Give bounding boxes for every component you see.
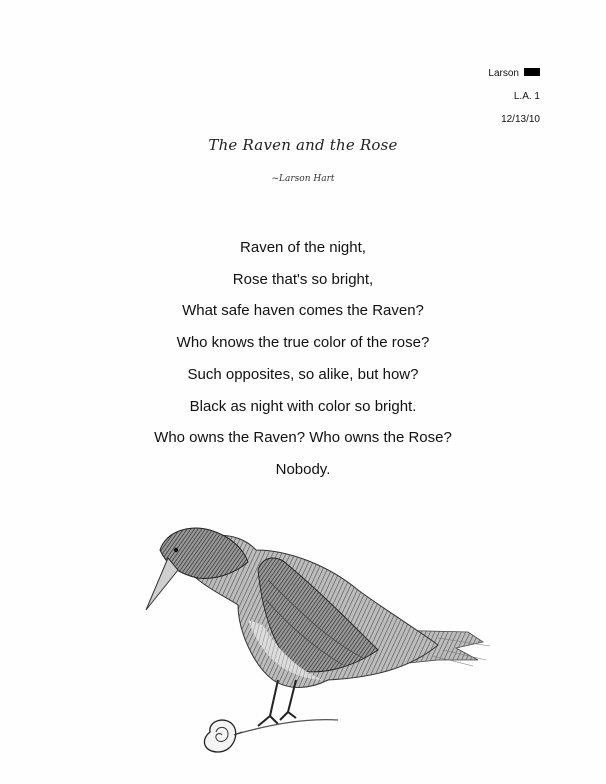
student-header bbox=[488, 62, 540, 131]
poem-line: Rose that's so bright, bbox=[232, 270, 374, 288]
poem-line: Who knows the true color of the rose? bbox=[176, 334, 430, 352]
poem-line: Black as night with color so bright. bbox=[189, 397, 417, 415]
student-name: Larson bbox=[488, 68, 519, 79]
course-label: L.A. 1 bbox=[513, 91, 540, 102]
poem-line: Who owns the Raven? Who owns the Rose? bbox=[154, 429, 452, 447]
date-label: 12/13/10 bbox=[501, 114, 540, 125]
poem-line: Nobody. bbox=[275, 460, 331, 478]
poem-body bbox=[0, 232, 606, 486]
poem-line: Raven of the night, bbox=[240, 239, 366, 256]
rose-drawing bbox=[204, 720, 242, 752]
redaction-bar bbox=[524, 68, 540, 76]
raven-body bbox=[146, 528, 490, 735]
poem-line: What safe haven comes the Raven? bbox=[182, 302, 424, 320]
poem-title: The Raven and the Rose bbox=[208, 136, 398, 154]
poem-line: Such opposites, so alike, but how? bbox=[187, 365, 419, 383]
student-name-row bbox=[488, 62, 540, 85]
poem-byline: ~Larson Hart bbox=[271, 174, 335, 184]
raven-drawing bbox=[138, 520, 518, 780]
